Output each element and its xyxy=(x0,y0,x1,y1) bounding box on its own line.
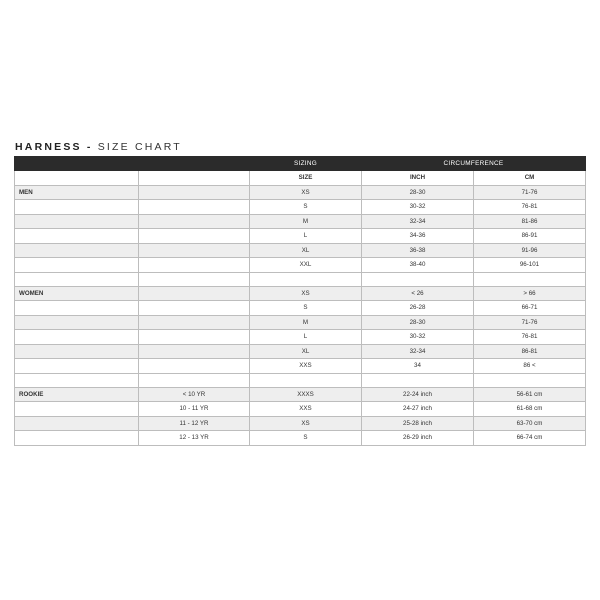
header-empty-cell xyxy=(139,157,250,171)
group-empty-cell xyxy=(15,402,139,417)
group-empty-cell xyxy=(15,330,139,345)
group-empty-cell xyxy=(15,416,139,431)
group-empty-cell xyxy=(15,301,139,316)
cm-cell: 66-71 xyxy=(474,301,586,316)
table-row xyxy=(15,200,586,215)
group-empty-cell xyxy=(15,200,139,215)
inch-cell: 38-40 xyxy=(362,258,474,273)
table-row xyxy=(15,315,586,330)
spacer-cell xyxy=(15,272,139,286)
age-cell: 10 - 11 YR xyxy=(139,402,250,417)
size-cell: XS xyxy=(250,185,362,200)
size-cell: XS xyxy=(250,286,362,301)
inch-cell: 25-28 inch xyxy=(362,416,474,431)
age-cell xyxy=(139,301,250,316)
spacer-cell xyxy=(474,373,586,387)
spacer-row xyxy=(15,272,586,286)
size-cell: M xyxy=(250,214,362,229)
size-cell: XL xyxy=(250,243,362,258)
cm-cell: 56-61 cm xyxy=(474,387,586,402)
age-cell: 12 - 13 YR xyxy=(139,431,250,446)
age-cell xyxy=(139,286,250,301)
group-empty-cell xyxy=(15,243,139,258)
group-empty-cell xyxy=(15,344,139,359)
cm-cell: 76-81 xyxy=(474,200,586,215)
group-empty-cell xyxy=(15,359,139,374)
size-cell: XXS xyxy=(250,402,362,417)
spacer-cell xyxy=(15,373,139,387)
title-subtitle: SIZE CHART xyxy=(97,141,182,153)
table-row xyxy=(15,402,586,417)
cm-cell: 71-76 xyxy=(474,315,586,330)
table-row xyxy=(15,229,586,244)
table-row xyxy=(15,258,586,273)
size-cell: XXXS xyxy=(250,387,362,402)
table-header-row xyxy=(15,157,586,171)
age-cell xyxy=(139,229,250,244)
subheader-inch: INCH xyxy=(362,171,474,186)
spacer-cell xyxy=(474,272,586,286)
cm-cell: 86 < xyxy=(474,359,586,374)
table-row xyxy=(15,243,586,258)
spacer-cell xyxy=(362,373,474,387)
group-label: ROOKIE xyxy=(15,387,139,402)
header-empty-cell xyxy=(15,157,139,171)
spacer-cell xyxy=(250,272,362,286)
cm-cell: 76-81 xyxy=(474,330,586,345)
inch-cell: 28-30 xyxy=(362,185,474,200)
inch-cell: 30-32 xyxy=(362,330,474,345)
spacer-cell xyxy=(250,373,362,387)
size-cell: S xyxy=(250,301,362,316)
size-cell: XL xyxy=(250,344,362,359)
subheader-size: SIZE xyxy=(250,171,362,186)
spacer-cell xyxy=(139,373,250,387)
size-chart-table xyxy=(14,156,586,446)
table-row xyxy=(15,416,586,431)
age-cell xyxy=(139,200,250,215)
title-product: HARNESS - xyxy=(15,141,93,153)
table-subheader-row xyxy=(15,171,586,186)
age-cell xyxy=(139,258,250,273)
cm-cell: 71-76 xyxy=(474,185,586,200)
inch-cell: 36-38 xyxy=(362,243,474,258)
subheader-empty-cell xyxy=(15,171,139,186)
header-sizing: SIZING xyxy=(250,157,362,171)
group-empty-cell xyxy=(15,229,139,244)
age-cell xyxy=(139,344,250,359)
chart-title xyxy=(15,141,182,153)
age-cell xyxy=(139,214,250,229)
table-row xyxy=(15,344,586,359)
group-empty-cell xyxy=(15,214,139,229)
table-row xyxy=(15,185,586,200)
spacer-row xyxy=(15,373,586,387)
group-empty-cell xyxy=(15,431,139,446)
size-cell: XS xyxy=(250,416,362,431)
inch-cell: 32-34 xyxy=(362,214,474,229)
group-empty-cell xyxy=(15,315,139,330)
cm-cell: 86-81 xyxy=(474,344,586,359)
table-row xyxy=(15,286,586,301)
age-cell xyxy=(139,330,250,345)
size-cell: S xyxy=(250,431,362,446)
inch-cell: < 26 xyxy=(362,286,474,301)
group-empty-cell xyxy=(15,258,139,273)
inch-cell: 34 xyxy=(362,359,474,374)
size-cell: M xyxy=(250,315,362,330)
inch-cell: 22-24 inch xyxy=(362,387,474,402)
age-cell xyxy=(139,243,250,258)
age-cell xyxy=(139,185,250,200)
size-cell: L xyxy=(250,330,362,345)
table-row xyxy=(15,330,586,345)
subheader-empty-cell xyxy=(139,171,250,186)
spacer-cell xyxy=(139,272,250,286)
inch-cell: 26-29 inch xyxy=(362,431,474,446)
cm-cell: 63-70 cm xyxy=(474,416,586,431)
table-row xyxy=(15,387,586,402)
spacer-cell xyxy=(362,272,474,286)
size-cell: L xyxy=(250,229,362,244)
inch-cell: 30-32 xyxy=(362,200,474,215)
age-cell xyxy=(139,315,250,330)
inch-cell: 32-34 xyxy=(362,344,474,359)
age-cell: < 10 YR xyxy=(139,387,250,402)
size-cell: S xyxy=(250,200,362,215)
group-label: WOMEN xyxy=(15,286,139,301)
size-cell: XXL xyxy=(250,258,362,273)
table-row xyxy=(15,359,586,374)
inch-cell: 26-28 xyxy=(362,301,474,316)
cm-cell: 81-86 xyxy=(474,214,586,229)
inch-cell: 24-27 inch xyxy=(362,402,474,417)
cm-cell: 91-96 xyxy=(474,243,586,258)
cm-cell: 86-91 xyxy=(474,229,586,244)
age-cell xyxy=(139,359,250,374)
subheader-cm: CM xyxy=(474,171,586,186)
table-row xyxy=(15,431,586,446)
group-label: MEN xyxy=(15,185,139,200)
table-row xyxy=(15,214,586,229)
cm-cell: 96-101 xyxy=(474,258,586,273)
inch-cell: 34-36 xyxy=(362,229,474,244)
inch-cell: 28-30 xyxy=(362,315,474,330)
header-circumference: CIRCUMFERENCE xyxy=(362,157,586,171)
age-cell: 11 - 12 YR xyxy=(139,416,250,431)
size-cell: XXS xyxy=(250,359,362,374)
table-row xyxy=(15,301,586,316)
cm-cell: > 66 xyxy=(474,286,586,301)
cm-cell: 66-74 cm xyxy=(474,431,586,446)
cm-cell: 61-68 cm xyxy=(474,402,586,417)
